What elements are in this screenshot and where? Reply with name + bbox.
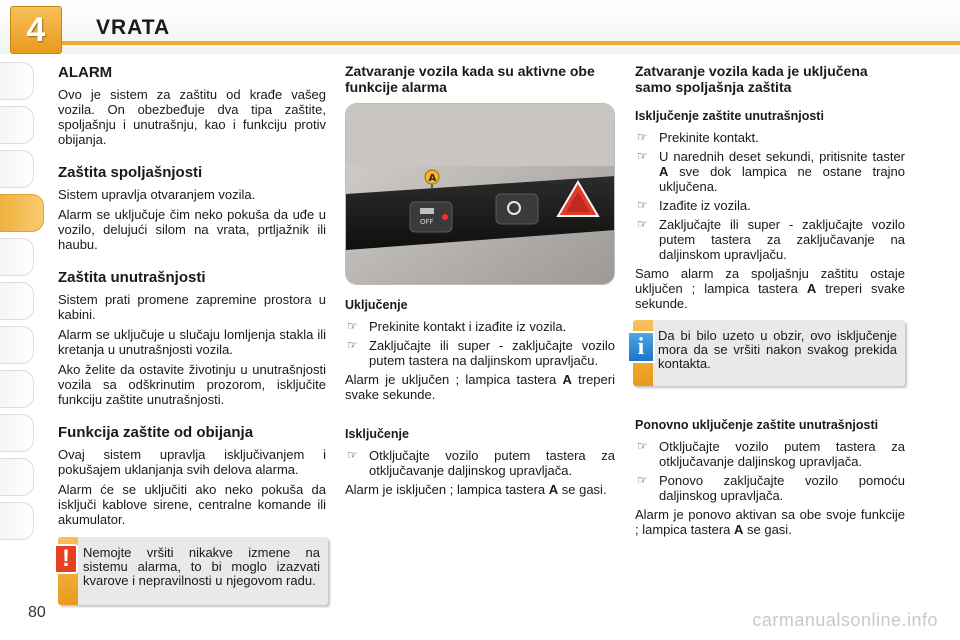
- list-item: ☞ Zaključajte ili super - zaključajte vozilo putem tastera za zaključavanje na daljinskom upravljaču.: [637, 217, 905, 262]
- page-title: VRATA: [96, 16, 171, 39]
- antitamper-text-1: Ovaj sistem upravlja isključivanjem i pokušajem uklanjanja svih delova alarma.: [58, 447, 326, 477]
- chapter-tab[interactable]: [0, 150, 34, 188]
- pointing-hand-icon: ☞: [347, 448, 358, 462]
- page-number: 80: [28, 604, 46, 621]
- alarm-button-illustration: [346, 104, 615, 285]
- pointing-hand-icon: ☞: [347, 338, 358, 352]
- reenable-heading: Ponovno uključenje zaštite unutrašnjosti: [635, 418, 879, 432]
- chapter-tab[interactable]: [0, 458, 34, 496]
- deactivation-list: [345, 448, 615, 478]
- chapter-tab[interactable]: [0, 106, 34, 144]
- middle-heading: Zatvaranje vozila kada su aktivne obe funkcije alarma: [345, 63, 595, 95]
- pointing-hand-icon: ☞: [637, 473, 648, 487]
- interior-heading: Zaštita unutrašnjosti: [58, 269, 206, 286]
- reenable-result: Alarm je ponovo aktivan sa obe svoje funkcije ; lampica tastera A se gasi.: [635, 507, 905, 537]
- deactivation-result: Alarm je isključen ; lampica tastera A se gasi.: [345, 482, 607, 497]
- exterior-heading: Zaštita spoljašnjosti: [58, 164, 203, 181]
- activation-list: [345, 319, 615, 368]
- left-column: [58, 62, 326, 532]
- right-column: [635, 63, 905, 316]
- list-item: ☞ Ponovo zaključajte vozilo pomoću daljinskog upravljača.: [637, 473, 905, 503]
- pointing-hand-icon: ☞: [637, 130, 648, 144]
- warning-note-text: Nemojte vršiti nikakve izmene na sistemu alarma, to bi moglo izazvati kvarove i nepravilnosti u njegovom radu.: [83, 545, 320, 588]
- exterior-text-1: Sistem upravlja otvaranjem vozila.: [58, 187, 256, 202]
- chapter-tabs: [0, 62, 46, 546]
- lock-button: [496, 194, 538, 224]
- list-item: ☞ Prekinite kontakt.: [637, 130, 759, 145]
- alarm-text: Ovo je sistem za zaštitu od krađe vašeg vozila. On obezbeđuje dva tipa zaštite, spoljašnju i unutrašnju, kao i funkciju protiv obijanja.: [58, 87, 326, 147]
- list-item: ☞ Prekinite kontakt i izađite iz vozila.: [347, 319, 567, 334]
- warning-note: [58, 537, 328, 605]
- antitamper-heading: Funkcija zaštite od obijanja: [58, 424, 254, 441]
- deactivation-heading: Isključenje: [345, 427, 409, 441]
- middle-column-lower: [345, 298, 615, 502]
- info-note: [633, 320, 905, 386]
- info-note-text: Da bi bilo uzeto u obzir, ovo isključenje mora da se vršiti nakon svakog prekida kontakta.: [658, 328, 897, 371]
- disable-result: Samo alarm za spoljašnju zaštitu ostaje uključen ; lampica tastera A treperi svake sekunde.: [635, 266, 905, 311]
- interior-text-2: Alarm se uključuje u slučaju lomljenja stakla ili kretanja u unutrašnjosti vozila.: [58, 327, 326, 357]
- activation-result: Alarm je uključen ; lampica tastera A treperi svake sekunde.: [345, 372, 615, 402]
- warning-icon: !: [54, 544, 78, 574]
- label-a-text: A: [428, 173, 437, 184]
- right-heading: Zatvaranje vozila kada je uključena samo spoljašnja zaštita: [635, 63, 868, 95]
- list-item: ☞ Otključajte vozilo putem tastera za otključavanje daljinskog upravljača.: [347, 448, 615, 478]
- pointing-hand-icon: ☞: [637, 217, 648, 231]
- reenable-list: [635, 439, 905, 503]
- antitamper-text-2: Alarm će se uključiti ako neko pokuša da isključi kablove sirene, centralne komande ili akumulator.: [58, 482, 326, 527]
- button-off-label: OFF: [420, 218, 434, 226]
- chapter-tab[interactable]: [0, 62, 34, 100]
- header-rule: [62, 41, 960, 45]
- list-item: ☞ U narednih deset sekundi, pritisnite taster A sve dok lampica ne ostane trajno uključena.: [637, 149, 905, 194]
- chapter-tab[interactable]: [0, 326, 34, 364]
- chapter-tab[interactable]: [0, 370, 34, 408]
- activation-heading: Uključenje: [345, 298, 408, 312]
- alarm-led: [442, 214, 448, 220]
- watermark: carmanualsonline.info: [752, 610, 938, 630]
- list-item: ☞ Izađite iz vozila.: [637, 198, 751, 213]
- pointing-hand-icon: ☞: [637, 149, 648, 163]
- chapter-tab[interactable]: [0, 414, 34, 452]
- pointing-hand-icon: ☞: [347, 319, 358, 333]
- alarm-button-photo: [345, 103, 615, 285]
- chapter-tab-active[interactable]: [0, 194, 44, 232]
- interior-text-1: Sistem prati promene zapremine prostora u kabini.: [58, 292, 326, 322]
- chapter-tab[interactable]: [0, 282, 34, 320]
- pointing-hand-icon: ☞: [637, 198, 648, 212]
- disable-interior-heading: Isključenje zaštite unutrašnjosti: [635, 109, 824, 123]
- list-item: ☞ Zaključajte ili super - zaključajte vozilo putem tastera na daljinskom upravljaču.: [347, 338, 615, 368]
- list-item: ☞ Otključajte vozilo putem tastera za otključavanje daljinskog upravljača.: [637, 439, 905, 469]
- disable-list: [635, 130, 905, 262]
- alarm-heading: ALARM: [58, 64, 113, 81]
- chapter-badge: 4: [10, 6, 62, 54]
- interior-text-3: Ako želite da ostavite životinju u unutrašnjosti vozila sa odškrinutim prozorom, isključite funkciju zaštite unutrašnjosti.: [58, 362, 326, 407]
- middle-column: [345, 63, 615, 95]
- chapter-tab[interactable]: [0, 502, 34, 540]
- exterior-text-2: Alarm se uključuje čim neko pokuša da uđe u vozilo, delujući silom na vrata, prtljažnik ili haubu.: [58, 207, 326, 252]
- chapter-tab[interactable]: [0, 238, 34, 276]
- info-icon: i: [627, 331, 655, 363]
- pointing-hand-icon: ☞: [637, 439, 648, 453]
- right-column-lower: [635, 418, 905, 542]
